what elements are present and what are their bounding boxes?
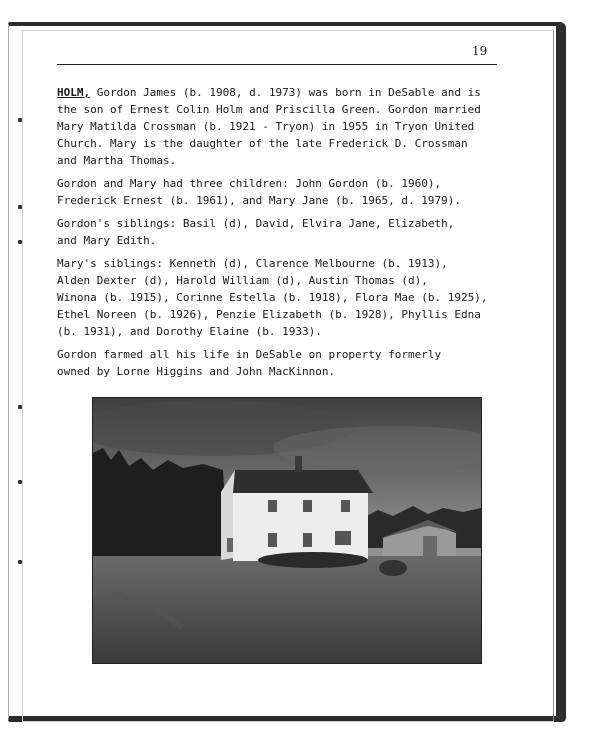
farm-paragraph: Gordon farmed all his life in DeSable on property formerly owned by Lorne Higgins and John MacKinnon. [57, 348, 442, 378]
page-number: 19 [472, 44, 488, 58]
intro-text: Gordon James (b. 1908, d. 1973) was born in DeSable and is the son of Ernest Colin Holm and Priscilla Green. Gordon married Mary Matilda Crossman (b. 1921 - Tryon) in 1955 in Tryon United Church. Mary is the daughter of the late Frederick D. Crossman and Martha Thomas. [57, 86, 481, 167]
binding-hole [18, 205, 22, 209]
binding-hole [18, 118, 22, 122]
mary-siblings-paragraph: Mary's siblings: Kenneth (d), Clarence Melbourne (b. 1913), Alden Dexter (d), Harold William (d), Austin Thomas (d), Winona (b. 1915), Corinne Estella (b. 1918), Flora Mae (b. 1925), Ethel Noreen (b. 1926), Penzie Elizabeth (b. 1928), Phyllis Edna (b. 1931), and Dorothy Elaine (b. 1933). [57, 257, 488, 338]
children-paragraph: Gordon and Mary had three children: John Gordon (b. 1960), Frederick Ernest (b. 1961), and Mary Jane (b. 1965, d. 1979). [57, 177, 461, 207]
binding-hole [18, 480, 22, 484]
binding-hole [18, 560, 22, 564]
gordon-siblings-paragraph: Gordon's siblings: Basil (d), David, Elvira Jane, Elizabeth, and Mary Edith. [57, 217, 455, 247]
binding-hole [18, 405, 22, 409]
intro-paragraph [57, 84, 497, 169]
header-rule [57, 64, 497, 65]
binding-hole [18, 240, 22, 244]
farmhouse-photo [92, 397, 482, 664]
entry-text [57, 84, 497, 386]
surname-heading: HOLM, [57, 86, 91, 99]
